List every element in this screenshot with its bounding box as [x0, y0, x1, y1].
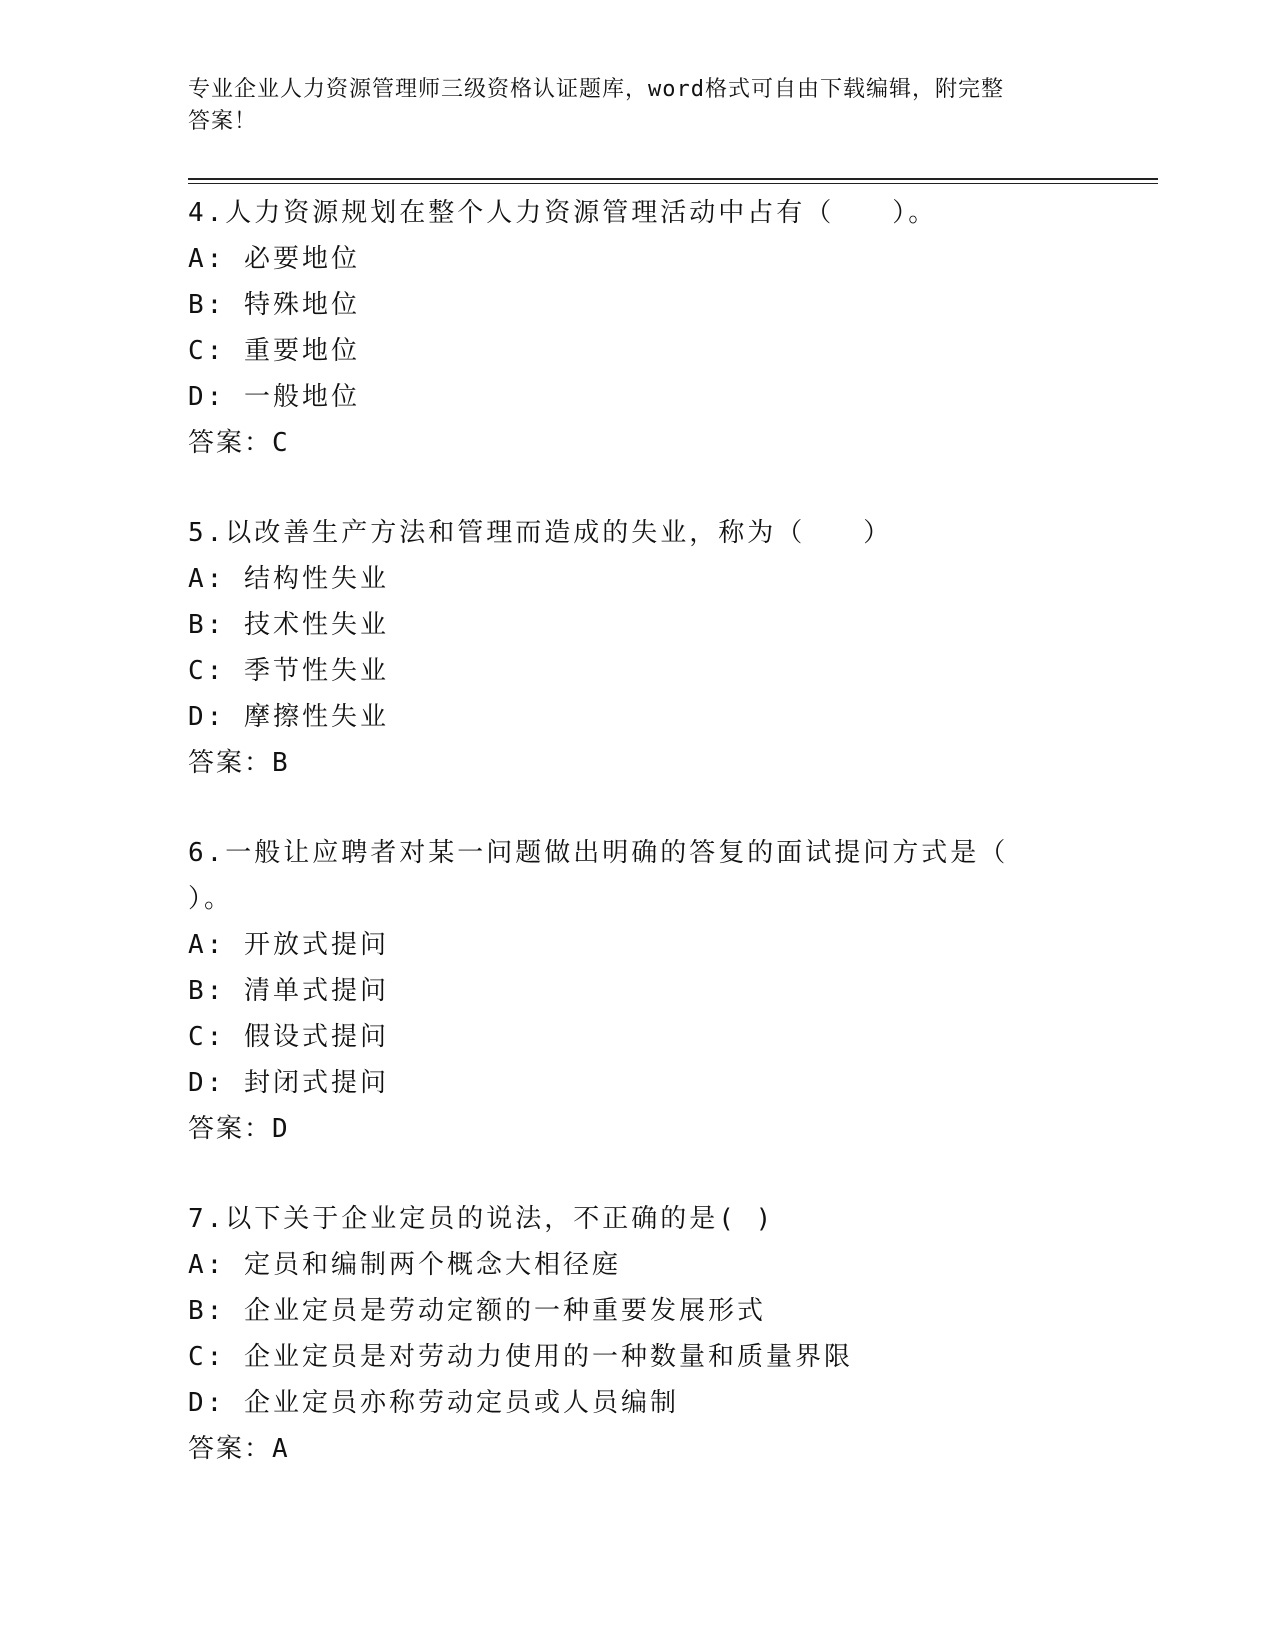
question-list — [188, 190, 1088, 1472]
question-item — [188, 1196, 1088, 1472]
option-a: A: 定员和编制两个概念大相径庭 — [188, 1250, 621, 1280]
question-text: 6.一般让应聘者对某一问题做出明确的答复的面试提问方式是（ — [188, 838, 1009, 868]
option-c: C: 季节性失业 — [188, 656, 389, 686]
question-text: 5.以改善生产方法和管理而造成的失业，称为（ ） — [188, 518, 893, 548]
header-divider-thin — [188, 183, 1158, 184]
question-item — [188, 190, 1088, 466]
option-d: D: 封闭式提问 — [188, 1068, 389, 1098]
header-divider-thick — [188, 178, 1158, 180]
header-line-2: 答案！ — [188, 109, 258, 134]
option-b: B: 特殊地位 — [188, 290, 360, 320]
question-text: 7.以下关于企业定员的说法，不正确的是( ) — [188, 1204, 775, 1234]
answer-label: 答案：C — [188, 428, 290, 458]
option-b: B: 清单式提问 — [188, 976, 389, 1006]
answer-label: 答案：B — [188, 748, 290, 778]
answer-label: 答案：D — [188, 1114, 290, 1144]
option-c: C: 重要地位 — [188, 336, 360, 366]
header-line-1: 专业企业人力资源管理师三级资格认证题库，word格式可自由下载编辑，附完整 — [188, 77, 1004, 102]
option-a: A: 结构性失业 — [188, 564, 389, 594]
option-d: D: 摩擦性失业 — [188, 702, 389, 732]
option-c: C: 假设式提问 — [188, 1022, 389, 1052]
question-item — [188, 510, 1088, 786]
option-b: B: 企业定员是劳动定额的一种重要发展形式 — [188, 1296, 766, 1326]
question-text-continued: ）。 — [188, 884, 234, 914]
document-header — [188, 74, 1088, 138]
option-a: A: 开放式提问 — [188, 930, 389, 960]
question-item — [188, 830, 1088, 1152]
option-a: A: 必要地位 — [188, 244, 360, 274]
question-text: 4.人力资源规划在整个人力资源管理活动中占有（ ）。 — [188, 198, 938, 228]
option-c: C: 企业定员是对劳动力使用的一种数量和质量界限 — [188, 1342, 853, 1372]
option-d: D: 一般地位 — [188, 382, 360, 412]
option-b: B: 技术性失业 — [188, 610, 389, 640]
option-d: D: 企业定员亦称劳动定员或人员编制 — [188, 1388, 679, 1418]
answer-label: 答案：A — [188, 1434, 290, 1464]
